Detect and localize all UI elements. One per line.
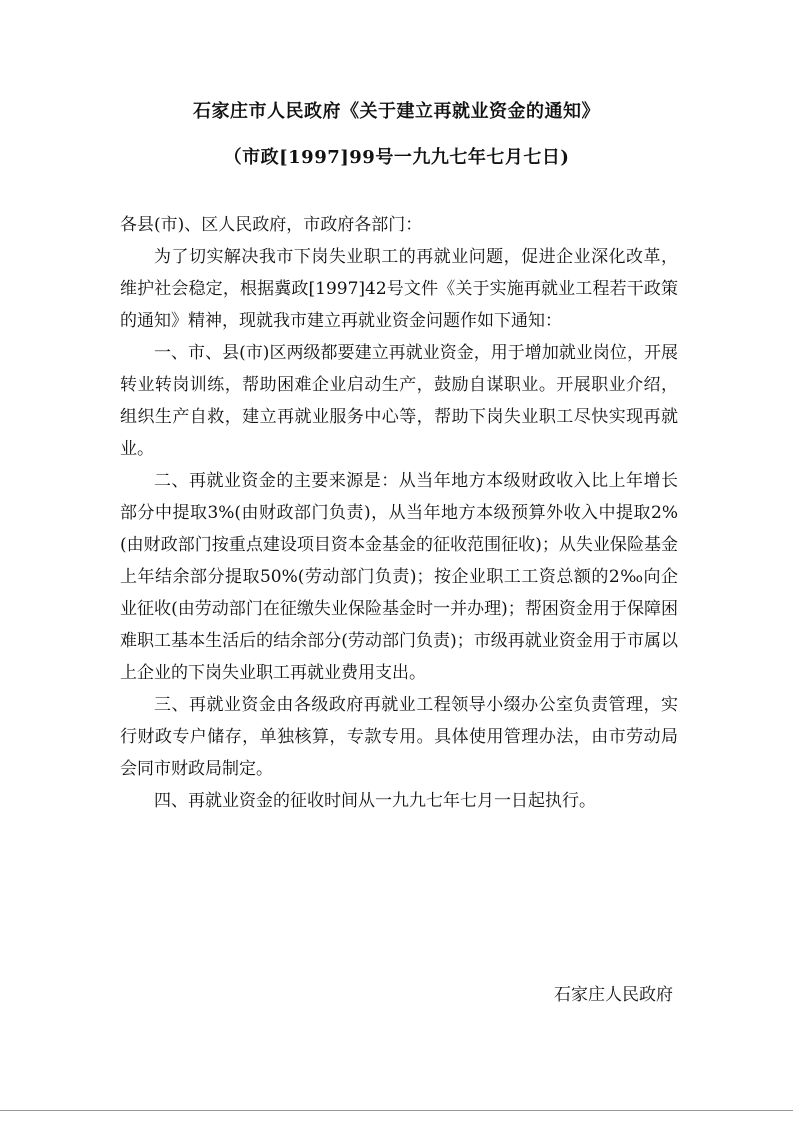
page-bottom-divider [0,1110,793,1111]
paragraph-item-1: 一、市、县(市)区两级都要建立再就业资金，用于增加就业岗位，开展转业转岗训练，帮助困难企业启动生产，鼓励自谋职业。开展职业介绍，组织生产自救，建立再就业服务中心等，帮助下岗失业职工尽快实现再就业。 [120,343,678,459]
document-subtitle: （市政[1997]99号一九九七年七月七日) [223,147,570,168]
paragraph-item-4: 四、再就业资金的征收时间从一九九七年七月一日起执行。 [154,791,596,811]
paragraph-item-2: 二、再就业资金的主要来源是：从当年地方本级财政收入比上年增长部分中提取3%(由财政部门负责)，从当年地方本级预算外收入中提取2%(由财政部门按重点建设项目资本金基金的征收范围征收)；从失业保险基金上年结余部分提取50%(劳动部门负责)；按企业职工工资总额的2‰向企业征收(由劳动部门在征缴失业保险基金时一并办理)；帮困资金用于保障困难职工基本生活后的结余部分(劳动部门负责)；市级再就业资金用于市属以上企业的下岗失业职工再就业费用支出。 [120,471,678,683]
salutation: 各县(市)、区人民政府，市政府各部门： [120,215,423,235]
paragraph-intro: 为了切实解决我市下岗失业职工的再就业问题，促进企业深化改革，维护社会稳定，根据冀政[1997]42号文件《关于实施再就业工程若干政策的通知》精神，现就我市建立再就业资金问题作如下通知： [120,247,678,331]
signature: 石家庄人民政府 [554,985,673,1005]
paragraph-item-3: 三、再就业资金由各级政府再就业工程领导小缀办公室负责管理，实行财政专户储存，单独核算，专款专用。具体使用管理办法，由市劳动局会同市财政局制定。 [120,695,678,779]
document-title: 石家庄市人民政府《关于建立再就业资金的通知》 [193,101,600,122]
document-body [120,209,678,817]
